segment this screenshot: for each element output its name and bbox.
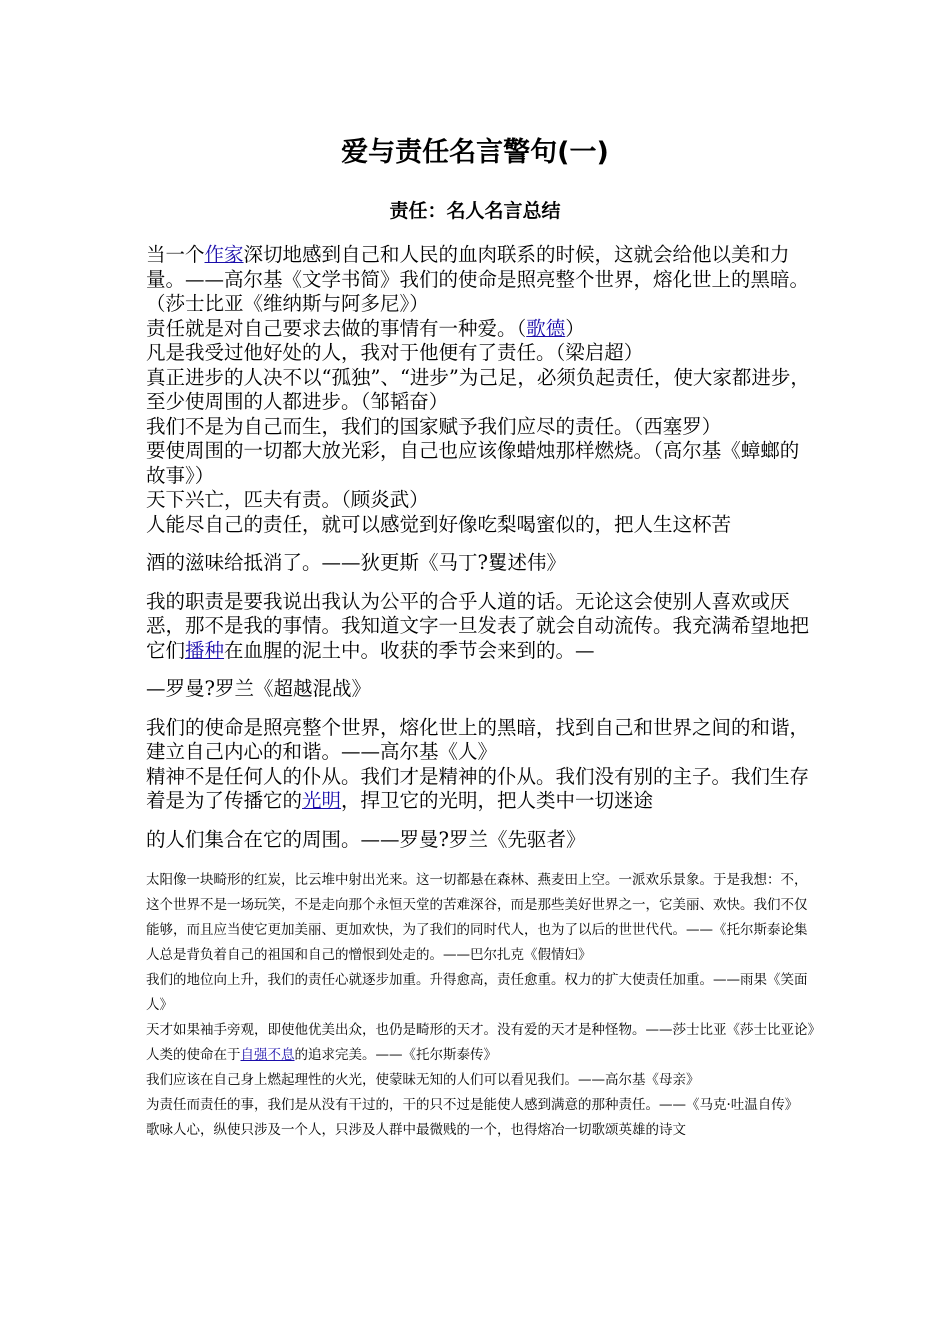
quotes-small-section <box>146 868 821 1143</box>
quote-paragraph: 我们的使命是照亮整个世界，熔化世上的黑暗，找到自己和世界之间的和谐，建立自己内心的和谐。——高尔基《人》 <box>146 715 810 763</box>
document-subtitle: 责任：名人名言总结 <box>389 200 561 222</box>
quote-paragraph: 人能尽自己的责任，就可以感觉到好像吃梨喝蜜似的，把人生这杯苦 <box>146 512 732 536</box>
quote-text: ） <box>565 316 585 340</box>
quote-paragraph: 天才如果袖手旁观，即使他优美出众，也仍是畸形的天才。没有爱的天才是种怪物。——莎士比亚《莎士比亚论》 <box>146 1022 821 1038</box>
quote-paragraph: 我们不是为自己而生，我们的国家赋予我们应尽的责任。（西塞罗） <box>146 414 722 438</box>
quote-paragraph: 太阳像一块畸形的红炭，比云堆中射出光来。这一切都悬在森林、燕麦田上空。一派欢乐景象。于是我想：不，这个世界不是一场玩笑，不是走向那个永恒天堂的苦难深谷，而是那些美好世界之一，它美丽、欢快。我们不仅能够，而且应当使它更加美丽、更加欢快，为了我们的同时代人，也为了以后的世世代代。——《托尔斯泰论集 <box>146 872 808 938</box>
quote-text: 人类的使命在于 <box>146 1047 241 1063</box>
quote-paragraph <box>146 317 810 342</box>
quote-text: ，捍卫它的光明，把人类中一切迷途 <box>341 789 654 812</box>
quote-paragraph <box>146 590 810 664</box>
quote-paragraph: 为责任而责任的事，我们是从没有干过的，干的只不过是能使人感到满意的那种责任。——《马克·吐温自传》 <box>146 1097 799 1113</box>
quote-paragraph: 的人们集合在它的周围。——罗曼?罗兰《先驱者》 <box>146 827 586 851</box>
document-title: 爱与责任名言警句(一) <box>341 137 609 168</box>
quote-paragraph <box>146 1043 818 1068</box>
quote-text: 当一个 <box>146 243 205 266</box>
quote-text: 的追求完美。——《托尔斯泰传》 <box>294 1047 497 1063</box>
link-light[interactable]: 光明 <box>302 789 342 812</box>
quote-text: 精神不是任何人的仆从。我们才是精神的仆从。我们没有别的主子。我们生存着是为了传播它的 <box>146 764 810 812</box>
quote-paragraph: 酒的滋味给抵消了。——狄更斯《马丁?矍述伟》 <box>146 551 566 574</box>
quote-paragraph <box>146 765 810 814</box>
link-sow[interactable]: 播种 <box>185 638 225 662</box>
quote-paragraph: 真正进步的人决不以“孤独”、“进步”为己足，必须负起责任，使大家都进步，至少使周围的人都进步。（邹韬奋） <box>146 365 810 413</box>
link-goethe[interactable]: 歌德 <box>526 316 566 340</box>
quote-paragraph: 人总是背负着自己的祖国和自己的憎恨到处走的。——巴尔扎克《假情妇》 <box>146 947 592 963</box>
quote-paragraph: 凡是我受过他好处的人，我对于他便有了责任。（梁启超） <box>146 341 644 364</box>
quote-paragraph: 我们的地位向上升，我们的责任心就逐步加重。升得愈高，责任愈重。权力的扩大使责任加重。——雨果《笑面人》 <box>146 972 808 1013</box>
quote-paragraph: 要使周围的一切都大放光彩，自己也应该像蜡烛那样燃烧。（高尔基《蟑螂的故事》） <box>146 439 800 487</box>
quote-paragraph: —罗曼?罗兰《超越混战》 <box>146 677 371 700</box>
link-writer[interactable]: 作家 <box>204 243 244 266</box>
quote-paragraph: 歌咏人心，纵使只涉及一个人，只涉及人群中最微贱的一个，也得熔冶一切歌颂英雄的诗文 <box>146 1122 686 1138</box>
quote-paragraph: 我们应该在自己身上燃起理性的火光，使蒙昧无知的人们可以看见我们。——高尔基《母亲》 <box>146 1072 700 1088</box>
quote-text: 我的职责是要我说出我认为公平的合乎人道的话。无论这会使别人喜欢或厌恶，那不是我的事情。我知道文字一旦发表了就会自动流传。我充满希望地把它们 <box>146 589 810 662</box>
quote-paragraph <box>146 243 810 317</box>
quote-paragraph: 天下兴亡，匹夫有责。（顾炎武） <box>146 488 429 511</box>
quote-text: 在血腥的泥土中。收获的季节会来到的。— <box>224 638 595 662</box>
quotes-large-section <box>146 243 810 852</box>
quote-text: 深切地感到自己和人民的血肉联系的时候，这就会给他以美和力量。——高尔基《文学书简》我们的使命是照亮整个世界，熔化世上的黑暗。（莎士比亚《维纳斯与阿多尼》） <box>146 243 810 315</box>
link-self-improvement[interactable]: 自强不息 <box>240 1047 295 1063</box>
quote-text: 责任就是对自己要求去做的事情有一种爱。（ <box>146 316 527 340</box>
